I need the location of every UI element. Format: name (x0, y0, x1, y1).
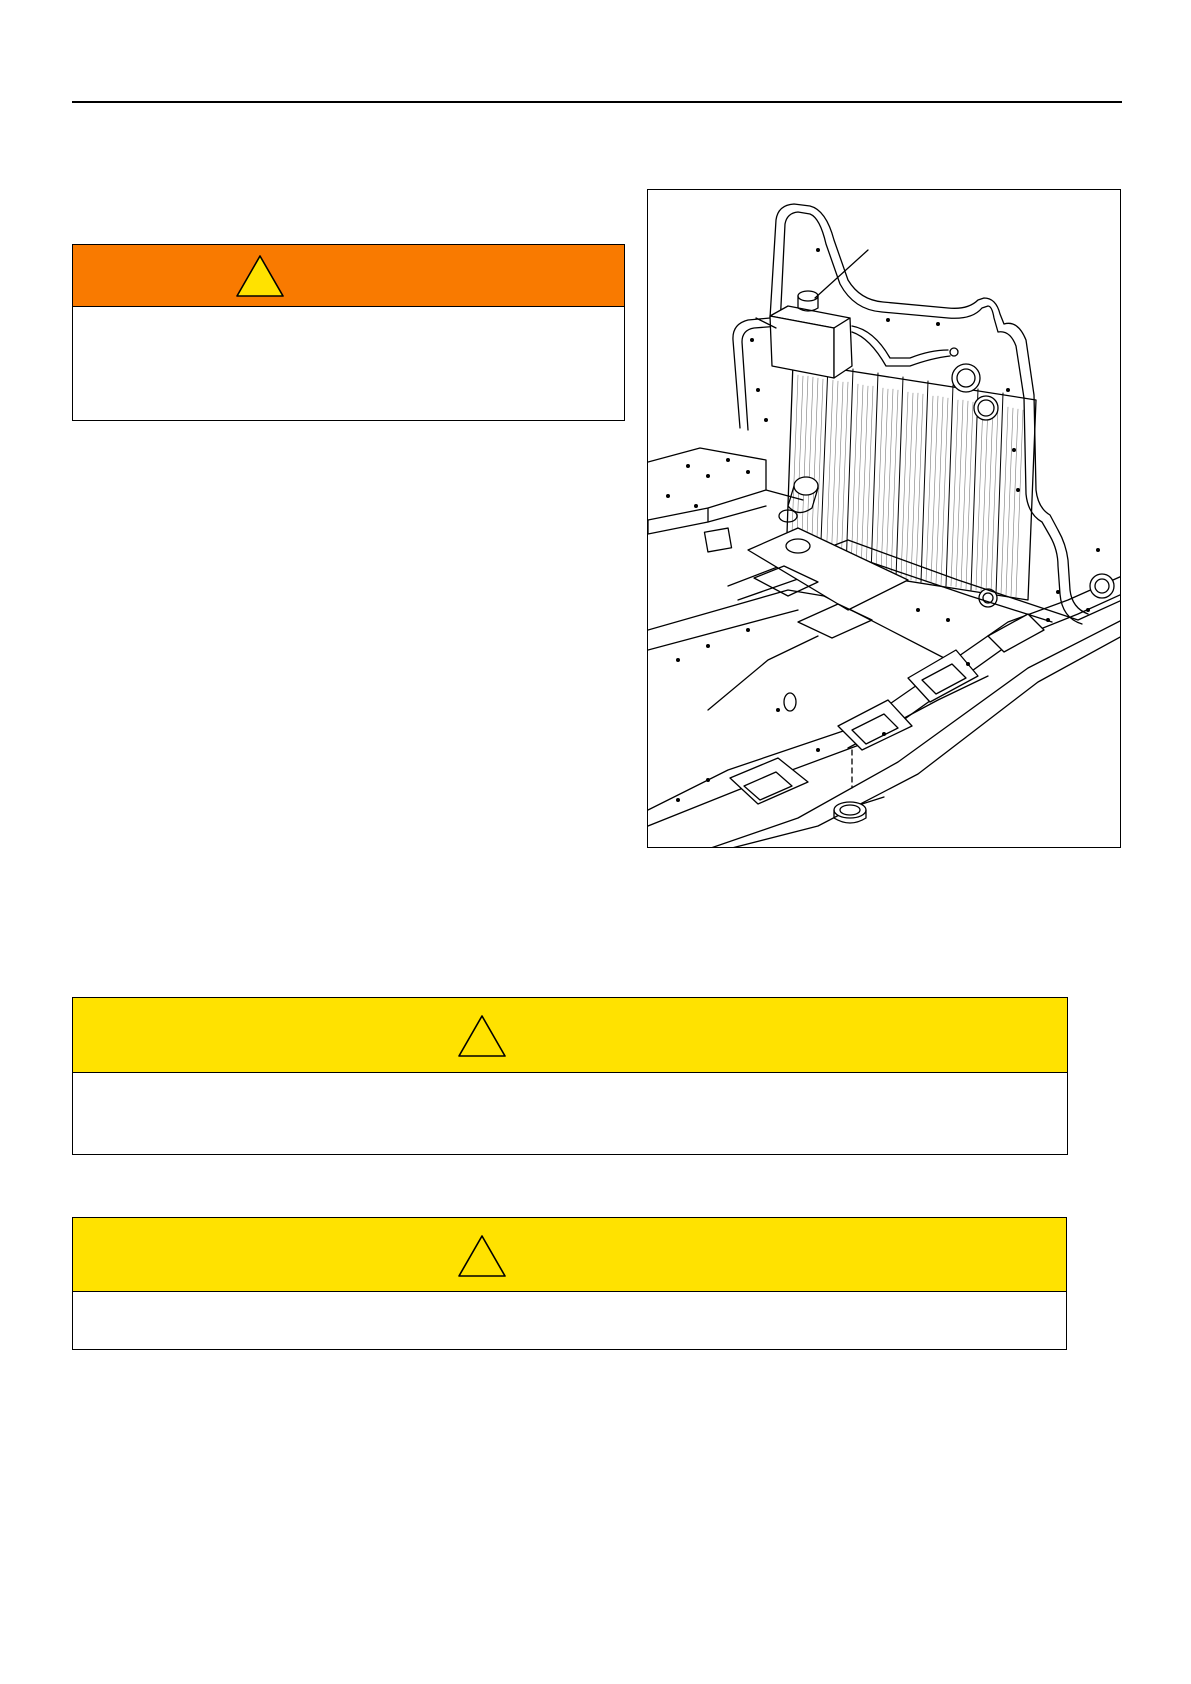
caution-notice-body (73, 1292, 1066, 1349)
header-rule (72, 101, 1122, 103)
warning-triangle-icon (456, 1233, 508, 1279)
caution-notice-header (73, 1218, 1066, 1292)
warning-triangle-icon (456, 1013, 508, 1059)
caution-notice-header (73, 998, 1067, 1073)
expansion-tank (770, 291, 958, 378)
danger-notice-header (73, 245, 624, 307)
warning-triangle-icon (234, 253, 286, 299)
caution-notice (72, 997, 1068, 1155)
danger-notice (72, 244, 625, 421)
danger-notice-body (73, 307, 624, 420)
caution-notice-body (73, 1073, 1067, 1154)
drain-plug (834, 750, 866, 823)
radiator-illustration (647, 189, 1121, 848)
caution-notice (72, 1217, 1067, 1350)
